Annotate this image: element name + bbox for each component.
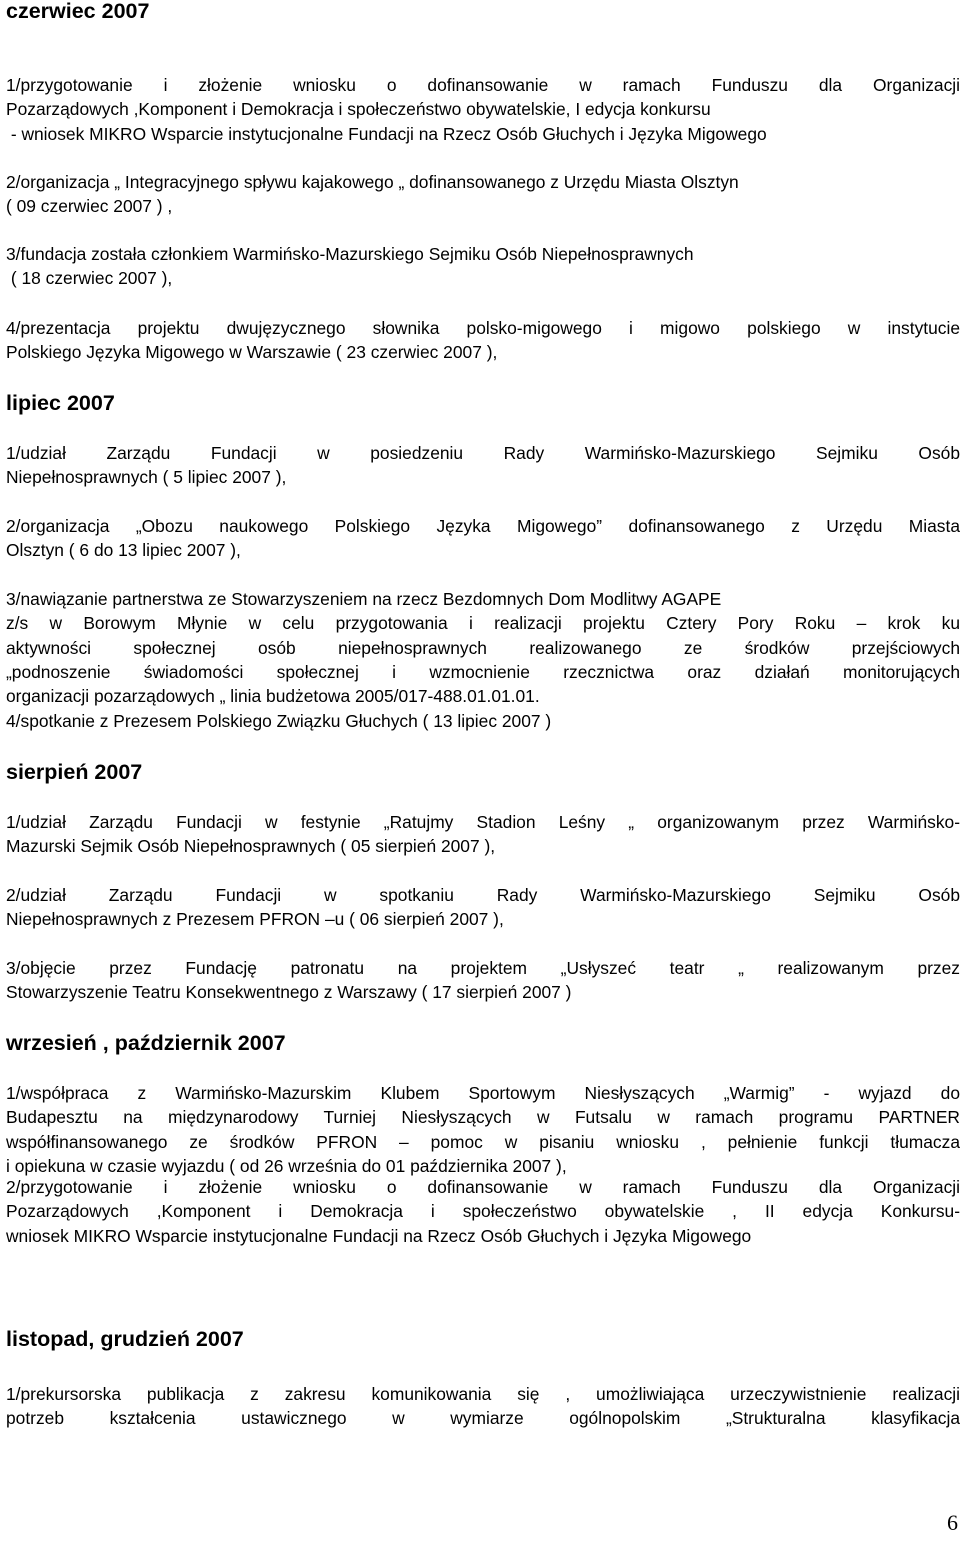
text-line: 1/prekursorska publikacja z zakresu komunikowania się , umożliwiająca urzeczywistnienie realizacji xyxy=(6,1384,960,1404)
paragraph-czerwiec-1 xyxy=(6,73,960,146)
paragraph-czerwiec-2 xyxy=(6,170,960,219)
text-line: 1/współpraca z Warmińsko-Mazurskim Klubem Sportowym Niesłyszących „Warmig” - wyjazd do xyxy=(6,1083,960,1103)
section-heading-wrzesien-pazdziernik: wrzesień , październik 2007 xyxy=(6,1031,286,1055)
paragraph-sierpien-2 xyxy=(6,883,960,932)
paragraph-lipiec-2 xyxy=(6,514,960,563)
section-heading-listopad-grudzien: listopad, grudzień 2007 xyxy=(6,1327,244,1351)
text-line: 3/nawiązanie partnerstwa ze Stowarzyszeniem na rzecz Bezdomnych Dom Modlitwy AGAPE xyxy=(6,589,722,609)
text-line: wniosek MIKRO Wsparcie instytucjonalne Fundacji na Rzecz Osób Głuchych i Języka Migowego xyxy=(6,1225,752,1246)
section-heading-czerwiec: czerwiec 2007 xyxy=(6,0,150,23)
text-line: ( 09 czerwiec 2007 ) , xyxy=(6,196,173,217)
paragraph-sierpien-3 xyxy=(6,956,960,1005)
text-line: 2/przygotowanie i złożenie wniosku o dofinansowanie w ramach Funduszu dla Organizacji xyxy=(6,1177,960,1197)
text-line: Pozarządowych ,Komponent i Demokracja i społeczeństwo obywatelskie , II edycja Konkursu- xyxy=(6,1201,960,1222)
text-line: organizacji pozarządowych „ linia budżetowa 2005/017-488.01.01.01. xyxy=(6,686,540,707)
paragraph-czerwiec-4 xyxy=(6,316,960,365)
text-line: - wniosek MIKRO Wsparcie instytucjonalne Fundacji na Rzecz Osób Głuchych i Języka Migowego xyxy=(6,123,767,144)
text-line: 4/prezentacja projektu dwujęzycznego słownika polsko-migowego i migowo polskiego w instytucie xyxy=(6,318,960,338)
text-line: i opiekuna w czasie wyjazdu ( od 26 września do 01 października 2007 ), xyxy=(6,1155,567,1176)
section-heading-lipiec: lipiec 2007 xyxy=(6,391,115,415)
text-line: potrzeb kształcenia ustawicznego w wymiarze ogólnopolskim „Strukturalna klasyfikacja xyxy=(6,1408,960,1429)
text-line: 2/udział Zarządu Fundacji w spotkaniu Rady Warmińsko-Mazurskiego Sejmiku Osób xyxy=(6,885,960,905)
paragraph-listopad-1 xyxy=(6,1382,960,1431)
section-heading-sierpien: sierpień 2007 xyxy=(6,760,143,784)
text-line: Mazurski Sejmik Osób Niepełnosprawnych ( 05 sierpień 2007 ), xyxy=(6,836,496,857)
paragraph-wrzesien-1 xyxy=(6,1081,960,1178)
text-line: z/s w Borowym Młynie w celu przygotowania i realizacji projektu Cztery Pory Roku – krok ku xyxy=(6,613,960,634)
text-line: Budapesztu na międzynarodowy Turniej Niesłyszących w Futsalu w ramach programu PARTNER xyxy=(6,1107,960,1128)
paragraph-sierpien-1 xyxy=(6,810,960,859)
text-line: Olsztyn ( 6 do 13 lipiec 2007 ), xyxy=(6,540,241,561)
text-line: 3/objęcie przez Fundację patronatu na projektem „Usłyszeć teatr „ realizowanym przez xyxy=(6,958,960,978)
page-number: 6 xyxy=(947,1510,958,1535)
text-line: Pozarządowych ,Komponent i Demokracja i społeczeństwo obywatelskie, I edycja konkursu xyxy=(6,99,711,120)
paragraph-lipiec-1 xyxy=(6,441,960,490)
paragraph-czerwiec-3 xyxy=(6,242,960,291)
paragraph-lipiec-4 xyxy=(6,709,960,733)
text-line: 1/udział Zarządu Fundacji w festynie „Ratujmy Stadion Leśny „ organizowanym przez Warmińsko- xyxy=(6,812,960,832)
text-line: 4/spotkanie z Prezesem Polskiego Związku Głuchych ( 13 lipiec 2007 ) xyxy=(6,711,552,731)
text-line: Niepełnosprawnych z Prezesem PFRON –u ( 06 sierpień 2007 ), xyxy=(6,909,504,930)
text-line: Niepełnosprawnych ( 5 lipiec 2007 ), xyxy=(6,467,287,488)
text-line: „podnoszenie świadomości społecznej i wzmocnienie rzecznictwa oraz działań monitorujących xyxy=(6,661,960,682)
text-line: 3/fundacja została członkiem Warmińsko-Mazurskiego Sejmiku Osób Niepełnosprawnych xyxy=(6,244,694,264)
text-line: 1/udział Zarządu Fundacji w posiedzeniu Rady Warmińsko-Mazurskiego Sejmiku Osób xyxy=(6,443,960,463)
text-line: 2/organizacja „Obozu naukowego Polskiego Języka Migowego” dofinansowanego z Urzędu Miasta xyxy=(6,516,960,536)
text-line: współfinansowanego ze środków PFRON – pomoc w pisaniu wniosku , pełnienie funkcji tłumacza xyxy=(6,1131,960,1152)
text-line: aktywności społecznej osób niepełnosprawnych realizowanego ze środków przejściowych xyxy=(6,637,960,658)
text-line: 2/organizacja „ Integracyjnego spływu kajakowego „ dofinansowanego z Urzędu Miasta Olsztyn xyxy=(6,172,739,192)
text-line: Stowarzyszenie Teatru Konsekwentnego z Warszawy ( 17 sierpień 2007 ) xyxy=(6,982,572,1003)
text-line: 1/przygotowanie i złożenie wniosku o dofinansowanie w ramach Funduszu dla Organizacji xyxy=(6,75,960,95)
text-line: ( 18 czerwiec 2007 ), xyxy=(6,268,173,289)
paragraph-wrzesien-2 xyxy=(6,1175,960,1248)
paragraph-lipiec-3 xyxy=(6,587,960,708)
text-line: Polskiego Języka Migowego w Warszawie ( 23 czerwiec 2007 ), xyxy=(6,342,498,363)
